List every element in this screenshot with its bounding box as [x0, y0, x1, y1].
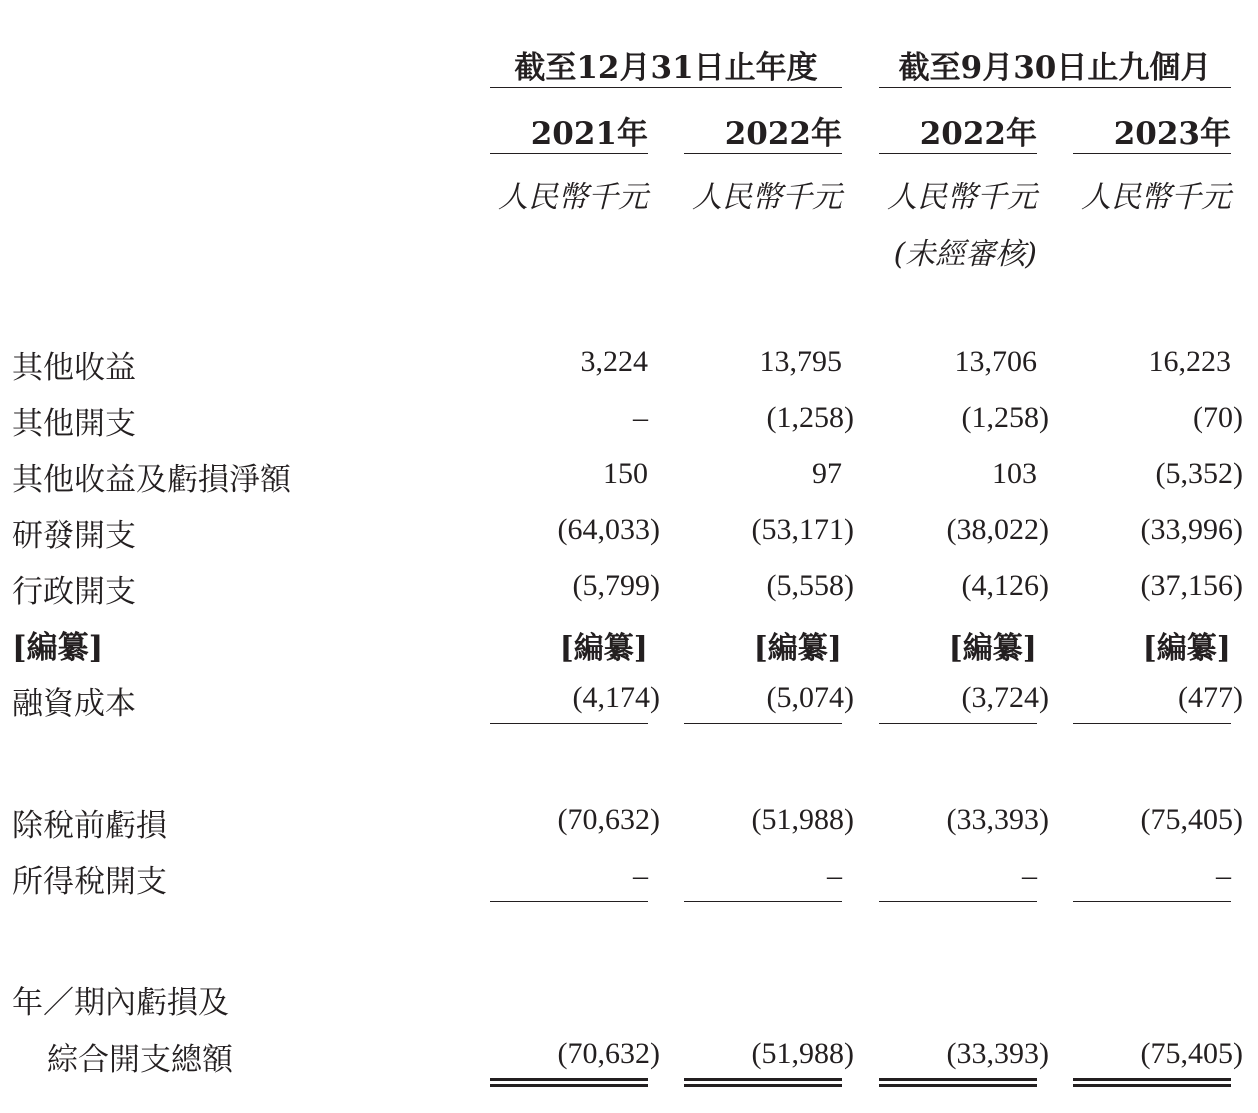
value-cell: [編纂]	[753, 631, 842, 666]
value-cell: –	[633, 401, 648, 434]
subtotal-rule	[684, 901, 842, 902]
group-header-nine-months: 截至9月30日止九個月	[898, 50, 1212, 86]
value-cell: (1,258)	[961, 401, 1049, 434]
subtotal-rule	[879, 723, 1037, 724]
value-cell: (33,393)	[946, 803, 1049, 836]
value-cell: (51,988)	[751, 803, 854, 836]
total-double-rule	[684, 1078, 842, 1087]
value-cell: (33,996)	[1140, 513, 1243, 546]
value-cell: (5,352)	[1155, 457, 1243, 490]
subtotal-rule	[879, 901, 1037, 902]
value-cell: (4,126)	[961, 569, 1049, 602]
value-cell: (53,171)	[751, 513, 854, 546]
value-cell: –	[1022, 859, 1037, 892]
year-rule-1	[490, 153, 648, 154]
value-cell: 3,224	[580, 345, 648, 378]
year-rule-2	[684, 153, 842, 154]
total-double-rule	[1073, 1078, 1231, 1087]
row-label-other-expenses: 其他開支	[12, 406, 136, 442]
value-cell: (4,174)	[572, 681, 660, 714]
value-cell: (477)	[1178, 681, 1243, 714]
value-cell: (1,258)	[766, 401, 854, 434]
value-cell: 13,795	[759, 345, 842, 378]
value-cell: (5,074)	[766, 681, 854, 714]
group-header-full-year: 截至12月31日止年度	[514, 50, 818, 86]
value-cell: 97	[812, 457, 842, 490]
unit-label-1: 人民幣千元	[498, 180, 648, 215]
value-cell: 103	[992, 457, 1037, 490]
value-cell: (70,632)	[557, 803, 660, 836]
year-rule-3	[879, 153, 1037, 154]
row-label-rnd-expenses: 研發開支	[12, 518, 136, 554]
unit-label-2: 人民幣千元	[692, 180, 842, 215]
total-value-cell: (33,393)	[946, 1037, 1049, 1070]
value-cell: –	[1216, 859, 1231, 892]
row-label-finance-costs: 融資成本	[12, 686, 136, 722]
subtotal-rule	[490, 723, 648, 724]
group-rule-nine-months	[879, 87, 1231, 88]
group-rule-full-year	[490, 87, 842, 88]
row-label-loss-before-tax: 除稅前虧損	[12, 808, 167, 844]
value-cell: (5,558)	[766, 569, 854, 602]
year-header-4: 2023年	[1113, 116, 1231, 152]
total-double-rule	[490, 1078, 648, 1087]
value-cell: [編纂]	[948, 631, 1037, 666]
total-label-line2: 綜合開支總額	[47, 1042, 233, 1078]
value-cell: [編纂]	[559, 631, 648, 666]
subtotal-rule	[490, 901, 648, 902]
value-cell: –	[827, 859, 842, 892]
total-label-line1: 年／期內虧損及	[12, 985, 229, 1021]
row-label-other-income: 其他收益	[12, 350, 136, 386]
value-cell: 150	[603, 457, 648, 490]
row-label-redacted: [編纂]	[12, 630, 104, 666]
value-cell: (70)	[1193, 401, 1243, 434]
subtotal-rule	[684, 723, 842, 724]
total-double-rule	[879, 1078, 1037, 1087]
year-header-1: 2021年	[530, 116, 648, 152]
year-header-2: 2022年	[724, 116, 842, 152]
subtotal-rule	[1073, 723, 1231, 724]
unaudited-note: (未經審核)	[893, 237, 1037, 272]
value-cell: (3,724)	[961, 681, 1049, 714]
total-value-cell: (51,988)	[751, 1037, 854, 1070]
value-cell: –	[633, 859, 648, 892]
value-cell: 16,223	[1148, 345, 1231, 378]
row-label-income-tax: 所得稅開支	[12, 864, 167, 900]
total-value-cell: (75,405)	[1140, 1037, 1243, 1070]
value-cell: (64,033)	[557, 513, 660, 546]
unit-label-4: 人民幣千元	[1081, 180, 1231, 215]
value-cell: (5,799)	[572, 569, 660, 602]
value-cell: [編纂]	[1142, 631, 1231, 666]
unit-label-3: 人民幣千元	[887, 180, 1037, 215]
value-cell: (37,156)	[1140, 569, 1243, 602]
row-label-other-gains-losses: 其他收益及虧損淨額	[12, 462, 291, 498]
row-label-admin-expenses: 行政開支	[12, 574, 136, 610]
value-cell: (75,405)	[1140, 803, 1243, 836]
value-cell: (38,022)	[946, 513, 1049, 546]
subtotal-rule	[1073, 901, 1231, 902]
total-value-cell: (70,632)	[557, 1037, 660, 1070]
year-rule-4	[1073, 153, 1231, 154]
year-header-3: 2022年	[919, 116, 1037, 152]
value-cell: 13,706	[954, 345, 1037, 378]
